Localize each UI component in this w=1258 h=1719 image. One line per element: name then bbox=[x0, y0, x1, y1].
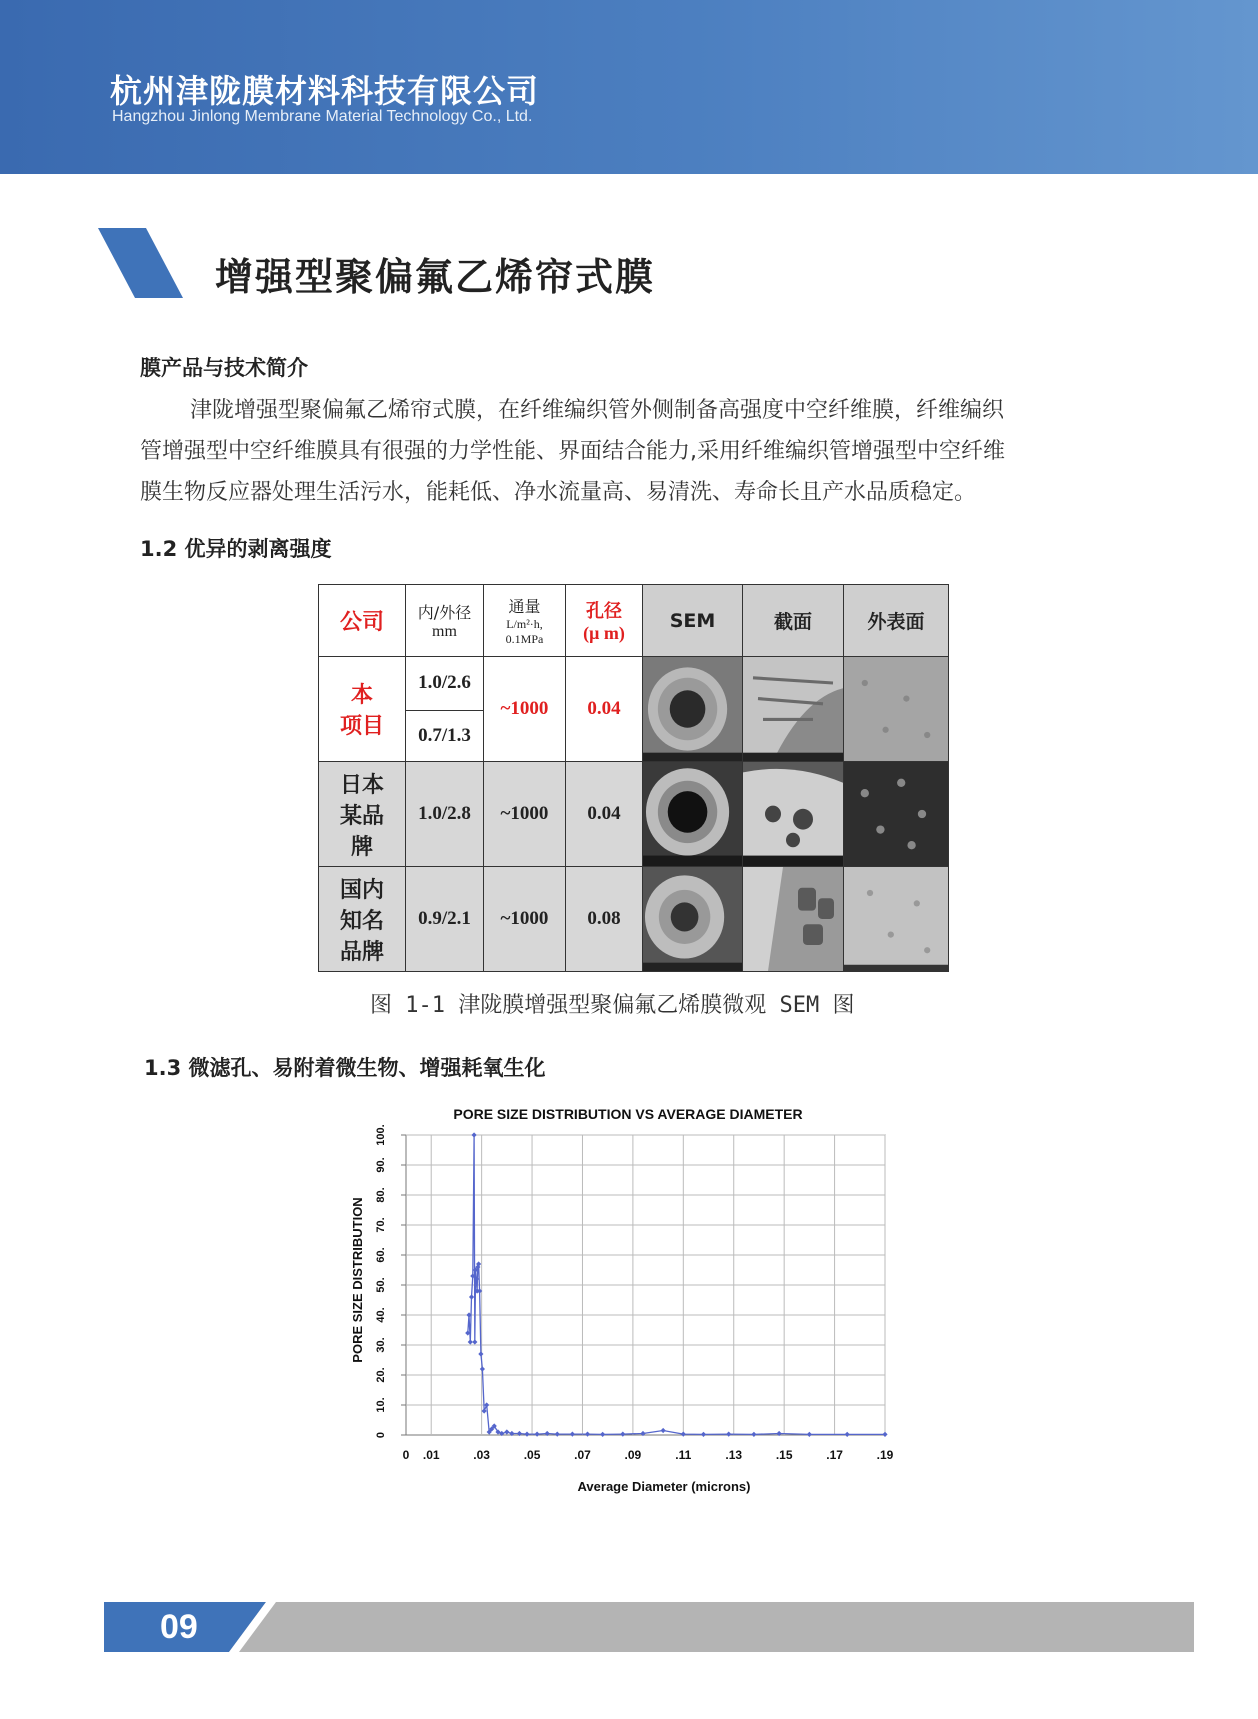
x-tick-label: .17 bbox=[826, 1448, 843, 1462]
y-tick-label: 100. bbox=[375, 1124, 387, 1146]
sem-comparison-table bbox=[318, 584, 948, 966]
header-diameter: 内/外径 mm bbox=[406, 585, 484, 657]
intro-line-1: 津陇增强型聚偏氟乙烯帘式膜，在纤维编织管外侧制备高强度中空纤维膜，纤维编织 bbox=[190, 398, 1005, 423]
row1-diameter-b: 0.7/1.3 bbox=[406, 710, 484, 761]
company-name-cn: 杭州津陇膜材料科技有限公司 bbox=[110, 72, 540, 110]
x-tick-label: .19 bbox=[876, 1448, 894, 1462]
row3-diameter: 0.9/2.1 bbox=[406, 867, 484, 972]
y-tick-label: 10. bbox=[375, 1397, 387, 1413]
header-banner bbox=[0, 0, 1258, 174]
row2-sem-image bbox=[643, 762, 743, 867]
intro-paragraph bbox=[140, 390, 1130, 513]
title-slash-decoration bbox=[98, 228, 188, 300]
header-company: 公司 bbox=[319, 585, 406, 657]
row1-diameter-a: 1.0/2.6 bbox=[406, 657, 484, 711]
intro-line-3: 膜生物反应器处理生活污水，能耗低、净水流量高、易清洗、寿命长且产水品质稳定。 bbox=[140, 480, 977, 505]
intro-line-2: 管增强型中空纤维膜具有很强的力学性能、界面结合能力,采用纤维编织管增强型中空纤维 bbox=[140, 439, 1005, 464]
row1-pore: 0.04 bbox=[566, 657, 643, 762]
row1-company: 本 项目 bbox=[319, 657, 406, 762]
x-tick-label: 0 bbox=[402, 1448, 410, 1462]
footer-bar bbox=[104, 1602, 1194, 1652]
x-tick-label: .03 bbox=[473, 1448, 490, 1462]
y-tick-label: 20. bbox=[375, 1367, 387, 1383]
y-tick-label: 90. bbox=[375, 1157, 387, 1173]
row3-company: 国内 知名 品牌 bbox=[319, 867, 406, 972]
y-tick-label: 50. bbox=[375, 1277, 387, 1293]
company-name-en: Hangzhou Jinlong Membrane Material Technology Co., Ltd. bbox=[112, 108, 533, 125]
y-tick-label: 30. bbox=[375, 1337, 387, 1353]
x-tick-label: .15 bbox=[775, 1448, 793, 1462]
y-tick-label: 60. bbox=[375, 1247, 387, 1263]
pore-size-chart bbox=[340, 1095, 900, 1505]
header-pore: 孔径 (μ m) bbox=[566, 585, 643, 657]
y-tick-label: 70. bbox=[375, 1217, 387, 1233]
row2-section-image bbox=[743, 762, 844, 867]
chart-x-ticks bbox=[403, 1448, 894, 1462]
row2-company: 日本 某品 牌 bbox=[319, 762, 406, 867]
page-number: 09 bbox=[160, 1608, 198, 1646]
header-flux: 通量 L/m²·h, 0.1MPa bbox=[484, 585, 566, 657]
section-heading-micropore: 1.3 微滤孔、易附着微生物、增强耗氧生化 bbox=[144, 1056, 546, 1080]
row3-section-image bbox=[743, 867, 844, 972]
row1-surface-image bbox=[844, 657, 949, 762]
x-tick-label: .07 bbox=[574, 1448, 591, 1462]
header-section: 截面 bbox=[743, 585, 844, 657]
header-sem: SEM bbox=[643, 585, 743, 657]
x-tick-label: .01 bbox=[422, 1448, 440, 1462]
y-tick-label: 0 bbox=[375, 1431, 387, 1439]
row2-diameter: 1.0/2.8 bbox=[406, 762, 484, 867]
x-tick-label: .13 bbox=[725, 1448, 743, 1462]
row2-flux: ~1000 bbox=[484, 762, 566, 867]
row3-pore: 0.08 bbox=[566, 867, 643, 972]
header-surface: 外表面 bbox=[844, 585, 949, 657]
row1-section-image bbox=[743, 657, 844, 762]
x-tick-label: .11 bbox=[675, 1448, 692, 1462]
chart-y-ticks bbox=[375, 1124, 387, 1438]
x-tick-label: .09 bbox=[624, 1448, 642, 1462]
row1-sem-image bbox=[643, 657, 743, 762]
row3-sem-image bbox=[643, 867, 743, 972]
row2-pore: 0.04 bbox=[566, 762, 643, 867]
x-tick-label: .05 bbox=[523, 1448, 541, 1462]
row3-flux: ~1000 bbox=[484, 867, 566, 972]
row1-flux: ~1000 bbox=[484, 657, 566, 762]
chart-x-axis-label: Average Diameter (microns) bbox=[577, 1479, 751, 1494]
y-tick-label: 40. bbox=[375, 1307, 387, 1323]
row2-surface-image bbox=[844, 762, 949, 867]
page-title: 增强型聚偏氟乙烯帘式膜 bbox=[215, 255, 656, 299]
row3-surface-image bbox=[844, 867, 949, 972]
y-tick-label: 80. bbox=[375, 1187, 387, 1203]
chart-y-axis-label: PORE SIZE DISTRIBUTION bbox=[350, 1197, 365, 1363]
section-heading-peel-strength: 1.2 优异的剥离强度 bbox=[140, 537, 332, 561]
chart-title: PORE SIZE DISTRIBUTION VS AVERAGE DIAMETER bbox=[453, 1106, 803, 1122]
figure-caption-sem: 图 1-1 津陇膜增强型聚偏氟乙烯膜微观 SEM 图 bbox=[370, 993, 855, 1018]
section-heading-intro: 膜产品与技术简介 bbox=[140, 356, 308, 380]
